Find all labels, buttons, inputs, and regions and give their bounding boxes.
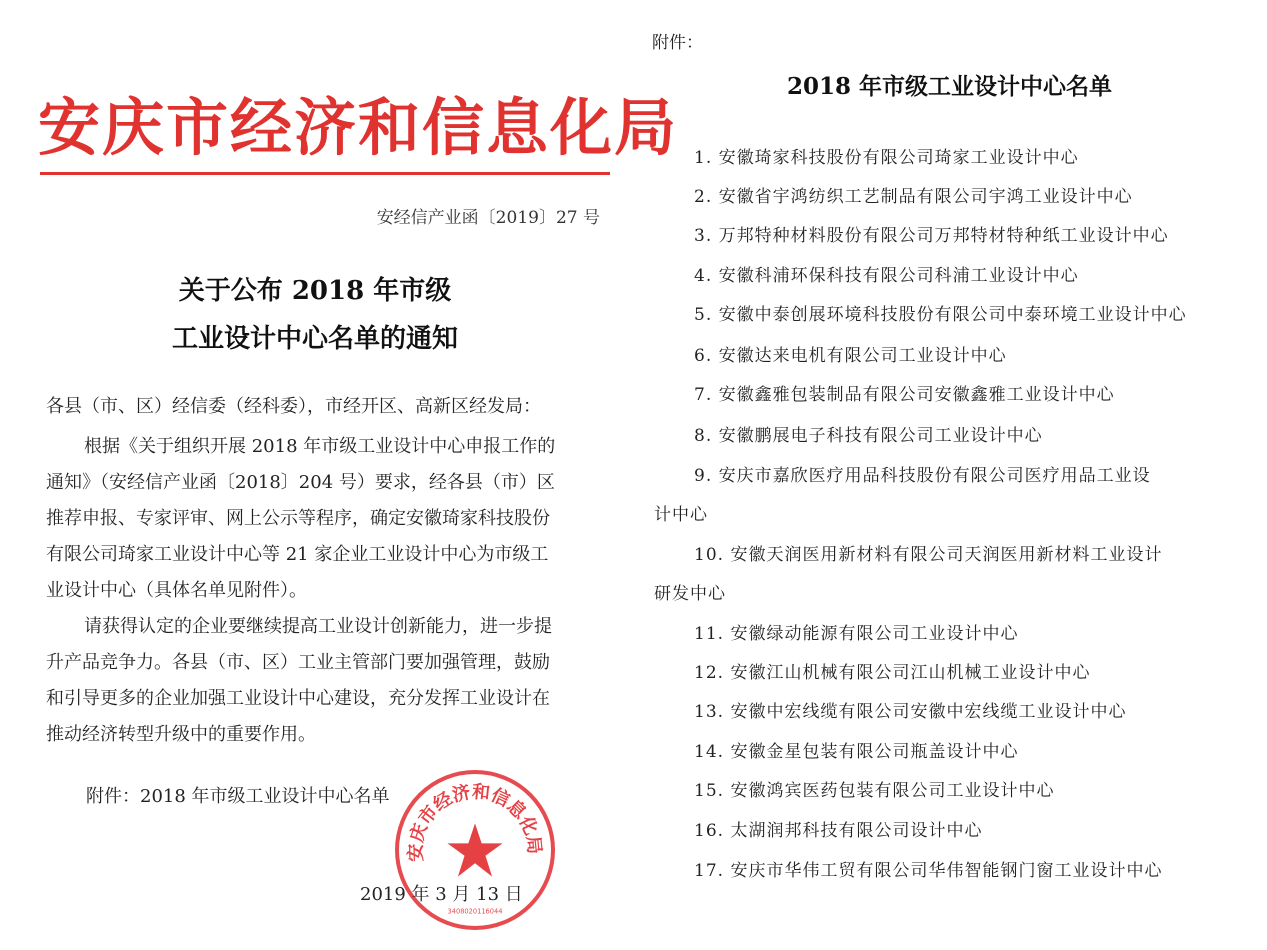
- body-line: 请获得认定的企业要继续提高工业设计创新能力，进一步提: [84, 616, 552, 637]
- official-seal: [395, 770, 555, 930]
- addressee: 各县（市、区）经信委（经科委），市经开区、高新区经发局：: [46, 396, 541, 417]
- body-line: 推荐申报、专家评审、网上公示等程序，确定安徽琦家科技股份: [46, 508, 550, 529]
- list-item-continuation: 研发中心: [654, 584, 726, 604]
- issue-date: 2019 年 3 月 13 日: [360, 884, 523, 905]
- list-item: 13. 安徽中宏线缆有限公司安徽中宏线缆工业设计中心: [694, 702, 1127, 722]
- masthead-divider: [40, 172, 610, 175]
- list-item: 3. 万邦特种材料股份有限公司万邦特材特种纸工业设计中心: [694, 226, 1169, 246]
- list-item: 8. 安徽鹏展电子科技有限公司工业设计中心: [694, 426, 1043, 446]
- masthead: 安庆市经济和信息化局: [38, 91, 679, 164]
- notice-title-line-1: 关于公布 2018 年市级: [178, 276, 452, 306]
- list-item: 12. 安徽江山机械有限公司江山机械工业设计中心: [694, 663, 1091, 683]
- list-item-continuation: 计中心: [654, 505, 708, 525]
- list-item: 7. 安徽鑫雅包装制品有限公司安徽鑫雅工业设计中心: [694, 385, 1115, 405]
- attachment-label: 附件：: [652, 33, 703, 53]
- list-item: 10. 安徽天润医用新材料有限公司天润医用新材料工业设计: [694, 545, 1163, 565]
- attachment-reference: 附件：2018 年市级工业设计中心名单: [86, 786, 390, 807]
- body-line: 通知》（安经信产业函〔2018〕204 号）要求，经各县（市）区: [46, 472, 555, 493]
- attachment-list-page: [632, 0, 1267, 950]
- seal-text: 安庆市经济和信息化局: [405, 781, 545, 862]
- document-number: 安经信产业函〔2019〕27 号: [376, 208, 600, 228]
- list-item: 9. 安庆市嘉欣医疗用品科技股份有限公司医疗用品工业设: [694, 466, 1151, 486]
- body-line: 有限公司琦家工业设计中心等 21 家企业工业设计中心为市级工: [46, 544, 549, 565]
- attachment-title: 2018 年市级工业设计中心名单: [786, 73, 1113, 100]
- body-line: 根据《关于组织开展 2018 年市级工业设计中心申报工作的: [84, 436, 556, 457]
- list-item: 5. 安徽中泰创展环境科技股份有限公司中泰环境工业设计中心: [694, 305, 1187, 325]
- list-item: 16. 太湖润邦科技有限公司设计中心: [694, 821, 983, 841]
- list-item: 2. 安徽省宇鸿纺织工艺制品有限公司宇鸿工业设计中心: [694, 187, 1133, 207]
- list-item: 1. 安徽琦家科技股份有限公司琦家工业设计中心: [694, 148, 1079, 168]
- seal-star-icon: [447, 823, 502, 876]
- list-item: 6. 安徽达来电机有限公司工业设计中心: [694, 346, 1007, 366]
- list-item: 17. 安庆市华伟工贸有限公司华伟智能钢门窗工业设计中心: [694, 861, 1163, 881]
- list-item: 14. 安徽金星包装有限公司瓶盖设计中心: [694, 742, 1019, 762]
- body-line: 和引导更多的企业加强工业设计中心建设，充分发挥工业设计在: [46, 688, 550, 709]
- seal-number: 3408020116044: [447, 907, 503, 916]
- list-item: 4. 安徽科浦环保科技有限公司科浦工业设计中心: [694, 266, 1079, 286]
- body-line: 业设计中心（具体名单见附件）。: [46, 580, 307, 601]
- list-item: 11. 安徽绿动能源有限公司工业设计中心: [694, 624, 1019, 644]
- body-line: 升产品竞争力。各县（市、区）工业主管部门要加强管理，鼓励: [46, 652, 550, 673]
- body-line: 推动经济转型升级中的重要作用。: [46, 724, 316, 745]
- notice-title-line-2: 工业设计中心名单的通知: [171, 324, 458, 354]
- list-item: 15. 安徽鸿宾医药包装有限公司工业设计中心: [694, 781, 1055, 801]
